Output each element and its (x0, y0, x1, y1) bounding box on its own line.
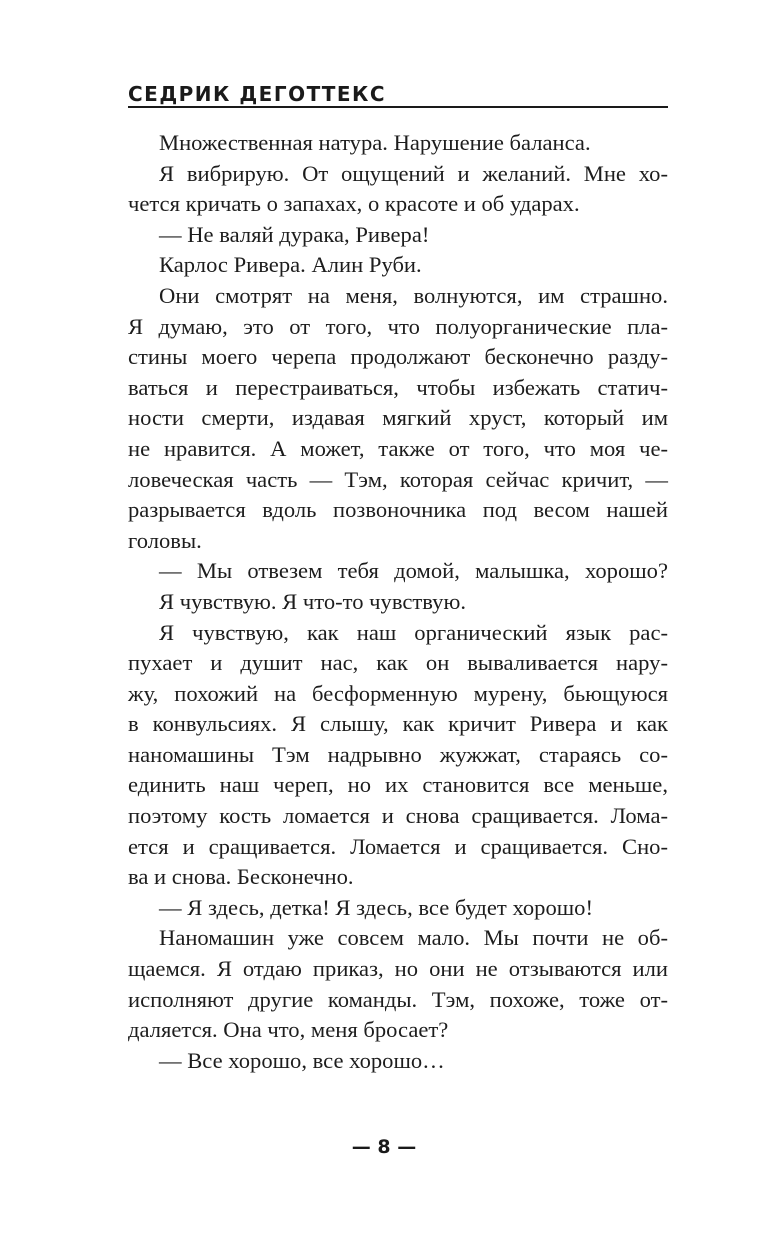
running-title: СЕДРИК ДЕГОТТЕКС (128, 82, 387, 106)
text-line: — Мы отвезем тебя домой, малышка, хорошо? (159, 558, 668, 584)
text-line: Я вибрирую. От ощущений и желаний. Мне хо- (159, 160, 668, 186)
text-line: жу, похожий на бесформенную мурену, бьющуюся (128, 680, 668, 706)
text-line: головы. (128, 527, 202, 553)
header-rule (128, 106, 668, 108)
text-line: наномашины Тэм надрывно жужжат, стараясь со- (128, 741, 668, 767)
text-line: Карлос Ривера. Алин Руби. (159, 252, 422, 278)
text-line: ется и сращивается. Ломается и сращивается. Сно- (128, 833, 668, 859)
text-line: ва и снова. Бесконечно. (128, 864, 354, 890)
body-text (128, 128, 668, 1076)
text-line: Я думаю, это от того, что полуорганические пла- (128, 313, 668, 339)
text-line: Я чувствую. Я что-то чувствую. (159, 588, 467, 614)
text-line: — Не валяй дурака, Ривера! (159, 221, 430, 247)
text-line: ловеческая часть — Тэм, которая сейчас кричит, — (128, 466, 668, 492)
text-line: стины моего черепа продолжают бесконечно разду- (128, 344, 668, 370)
text-line: поэтому кость ломается и снова сращивается. Лома- (128, 803, 668, 829)
text-line: даляется. Она что, меня бросает? (128, 1017, 449, 1043)
text-line: — Я здесь, детка! Я здесь, все будет хорошо! (159, 894, 593, 920)
text-line: Множественная натура. Нарушение баланса. (159, 130, 591, 155)
text-line: щаемся. Я отдаю приказ, но они не отзываются или (128, 956, 668, 982)
text-line: не нравится. А может, также от того, что моя че- (128, 435, 668, 461)
text-line: разрывается вдоль позвоночника под весом нашей (128, 497, 668, 523)
text-line: Они смотрят на меня, волнуются, им страшно. (159, 282, 668, 308)
text-line: единить наш череп, но их становится все меньше, (128, 772, 668, 798)
text-line: Наномашин уже совсем мало. Мы почти не об- (159, 925, 668, 951)
text-line: исполняют другие команды. Тэм, похоже, тоже от- (128, 986, 668, 1012)
text-line: Я чувствую, как наш органический язык рас- (159, 619, 668, 645)
text-line: ваться и перестраиваться, чтобы избежать статич- (128, 374, 668, 400)
text-line: в конвульсиях. Я слышу, как кричит Ривера и как (128, 711, 668, 737)
text-line: ности смерти, издавая мягкий хруст, который им (128, 405, 668, 431)
text-line: — Все хорошо, все хорошо… (159, 1047, 445, 1073)
text-line: пухает и душит нас, как он вываливается нару- (128, 650, 668, 676)
page-number: — 8 — (351, 1136, 417, 1158)
text-line: чется кричать о запахах, о красоте и об ударах. (128, 191, 580, 217)
